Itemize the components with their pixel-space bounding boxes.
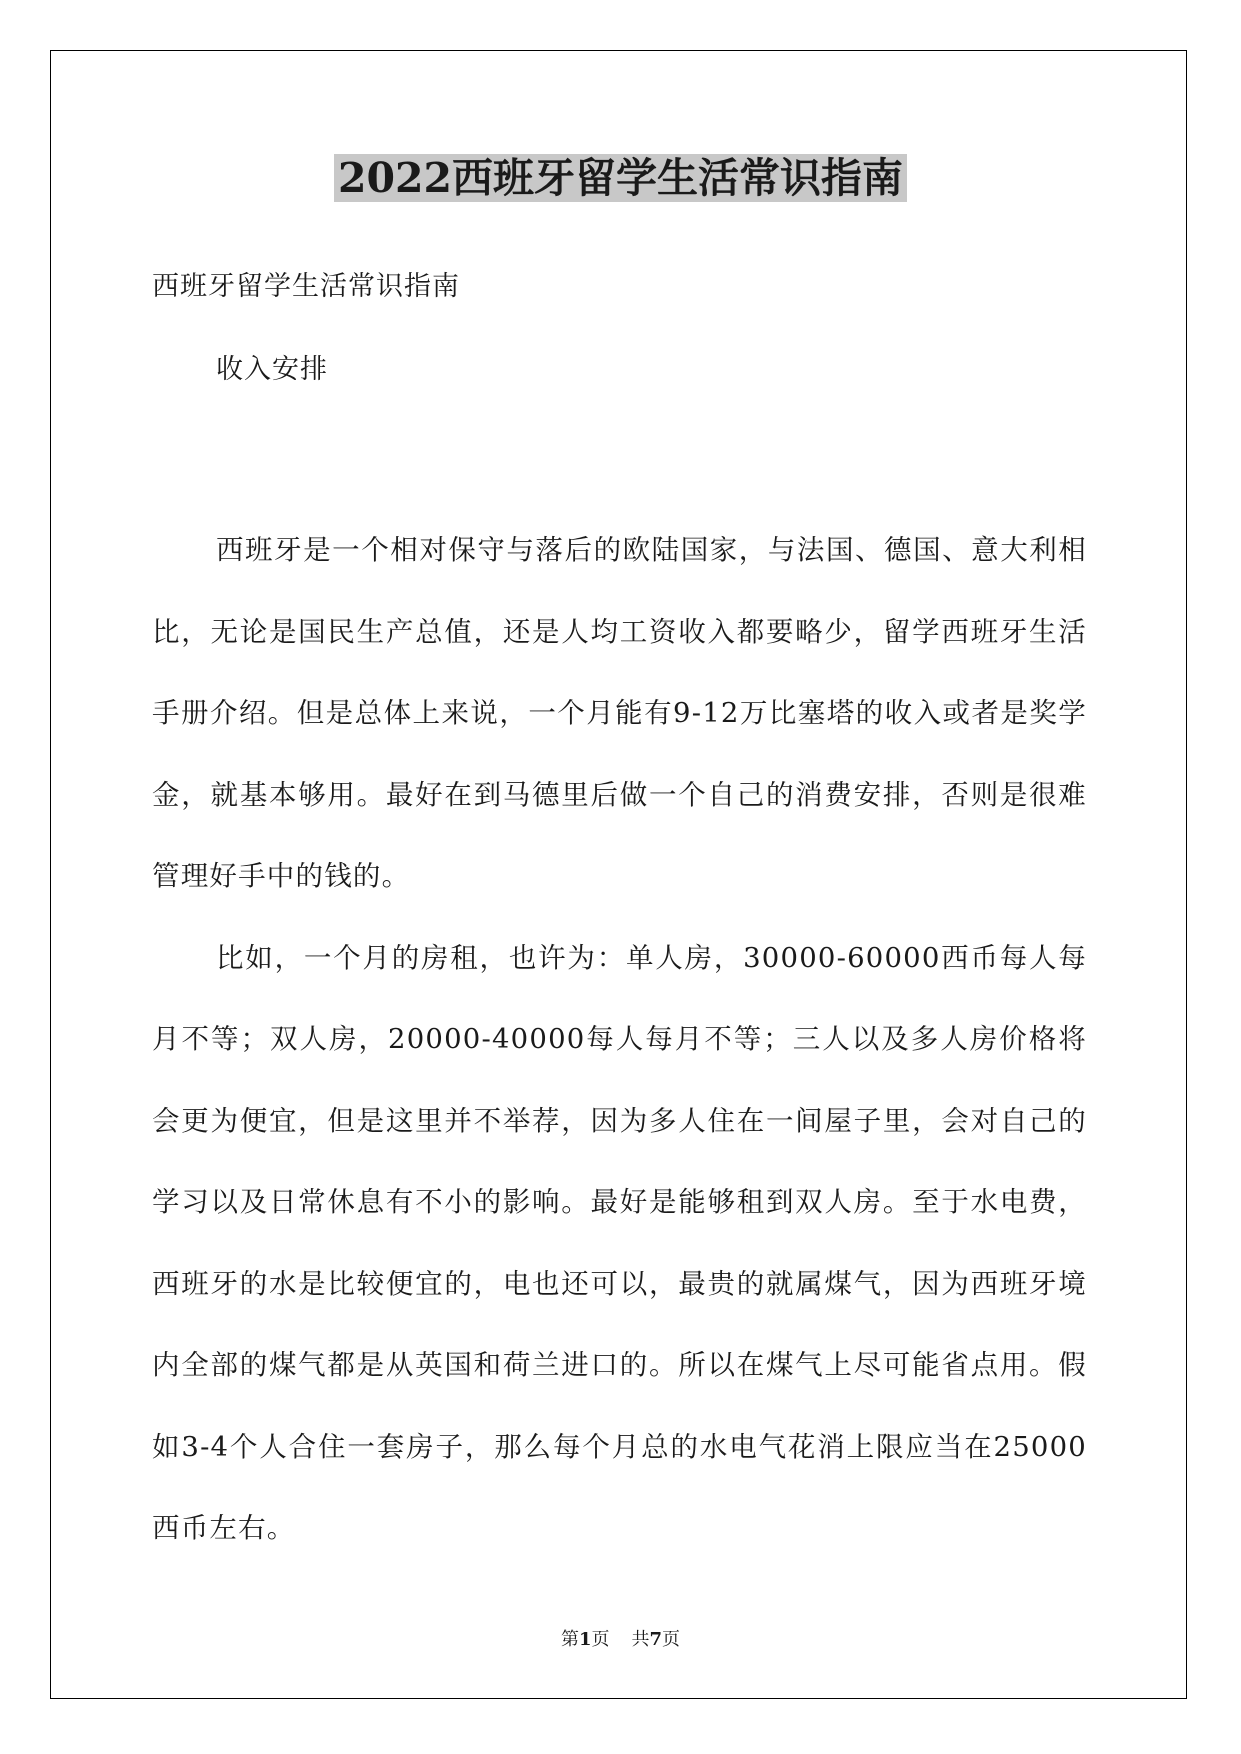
paragraph: 西班牙是一个相对保守与落后的欧陆国家，与法国、德国、意大利相比，无论是国民生产总值，还是人均工资收入都要略少，留学西班牙生活手册介绍。但是总体上来说，一个月能有9-12万比塞塔的收入或者是奖学金，就基本够用。最好在到马德里后做一个自己的消费安排，否则是很难管理好手中的钱的。 bbox=[152, 534, 1087, 892]
total-suffix: 页 bbox=[662, 1629, 681, 1650]
page-suffix: 页 bbox=[591, 1629, 610, 1650]
document-title-text: 2022西班牙留学生活常识指南 bbox=[334, 154, 907, 202]
paragraph: 比如，一个月的房租，也许为：单人房，30000-60000西币每人每月不等；双人房，20000-40000每人每月不等；三人以及多人房价格将会更为便宜，但是这里并不举荐，因为多人住在一间屋子里，会对自己的学习以及日常休息有不小的影响。最好是能够租到双人房。至于水电费，西班牙的水是比较便宜的，电也还可以，最贵的就属煤气，因为西班牙境内全部的煤气都是从英国和荷兰进口的。所以在煤气上尽可能省点用。假如3-4个人合住一套房子，那么每个月总的水电气花消上限应当在25000西币左右。 bbox=[152, 941, 1087, 1544]
total-prefix: 共 bbox=[631, 1629, 650, 1650]
document-subtitle: 西班牙留学生活常识指南 bbox=[152, 271, 460, 302]
page-footer bbox=[0, 1628, 1241, 1652]
document-title bbox=[0, 150, 1241, 206]
section-heading: 收入安排 bbox=[216, 354, 328, 385]
page-prefix: 第 bbox=[560, 1629, 579, 1650]
total-pages: 7 bbox=[649, 1629, 663, 1650]
document-body bbox=[152, 510, 1087, 1570]
page-number: 1 bbox=[578, 1629, 592, 1650]
